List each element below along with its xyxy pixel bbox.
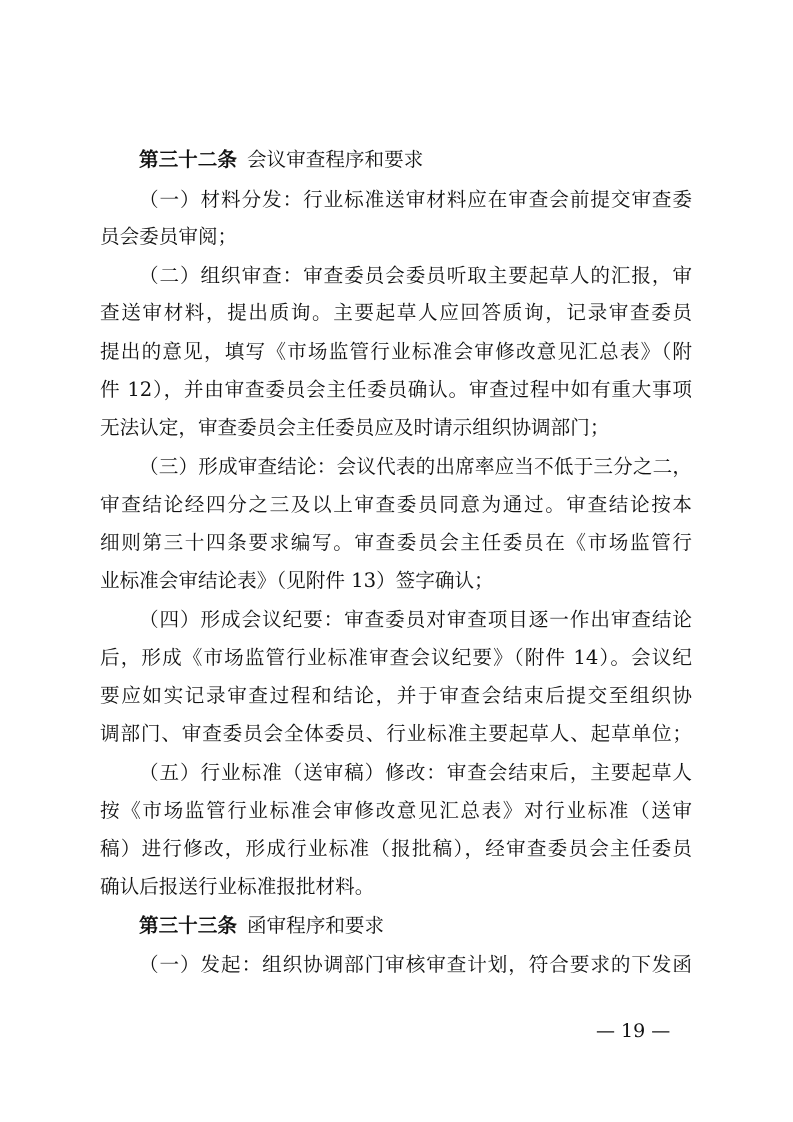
article-33-title: 函审程序和要求 (246, 914, 385, 937)
paragraph-line: 无法认定，审查委员会主任委员应及时请示组织协调部门； (100, 416, 610, 439)
article-33-number: 第三十三条 (139, 914, 237, 937)
paragraph-line: （一）发起：组织协调部门审核审查计划，符合要求的下发函 (139, 953, 692, 976)
paragraph-line: 细则第三十四条要求编写。审查委员会主任委员在《市场监管行 (100, 531, 692, 554)
page-number: — 19 — (596, 1020, 671, 1042)
paragraph-line: 要应如实记录审查过程和结论，并于审查会结束后提交至组织协 (100, 684, 692, 707)
article-32-title: 会议审查程序和要求 (246, 148, 424, 171)
paragraph-line: 查送审材料，提出质询。主要起草人应回答质询，记录审查委员 (100, 301, 692, 324)
paragraph-line: （一）材料分发：行业标准送审材料应在审查会前提交审查委 (139, 188, 692, 211)
paragraph-line: 调部门、审查委员会全体委员、行业标准主要起草人、起草单位； (100, 722, 692, 745)
paragraph-line: 按《市场监管行业标准会审修改意见汇总表》对行业标准（送审 (100, 799, 692, 822)
article-32-number: 第三十二条 (139, 148, 237, 171)
paragraph-line: 业标准会审结论表》（见附件 13）签字确认； (100, 569, 494, 592)
paragraph-line: 确认后报送行业标准报批材料。 (100, 875, 375, 898)
article-33-heading (139, 908, 692, 944)
paragraph-line: 后，形成《市场监管行业标准审查会议纪要》（附件 14）。会议纪 (100, 646, 692, 669)
paragraph-line: 件 12），并由审查委员会主任委员确认。审查过程中如有重大事项 (100, 378, 692, 401)
paragraph-line: （四）形成会议纪要：审查委员对审查项目逐一作出审查结论 (139, 608, 692, 631)
paragraph-line: 稿）进行修改，形成行业标准（报批稿），经审查委员会主任委员 (100, 837, 692, 860)
paragraph-line: （三）形成审查结论：会议代表的出席率应当不低于三分之二， (139, 455, 692, 478)
article-32-heading (139, 142, 692, 178)
paragraph-line: （二）组织审查：审查委员会委员听取主要起草人的汇报，审 (139, 264, 692, 287)
paragraph-line: 审查结论经四分之三及以上审查委员同意为通过。审查结论按本 (100, 493, 692, 516)
paragraph-line: 提出的意见，填写《市场监管行业标准会审修改意见汇总表》（附 (100, 340, 692, 363)
paragraph-line: （五）行业标准（送审稿）修改：审查会结束后，主要起草人 (139, 761, 692, 784)
paragraph-line: 员会委员审阅； (100, 225, 238, 248)
